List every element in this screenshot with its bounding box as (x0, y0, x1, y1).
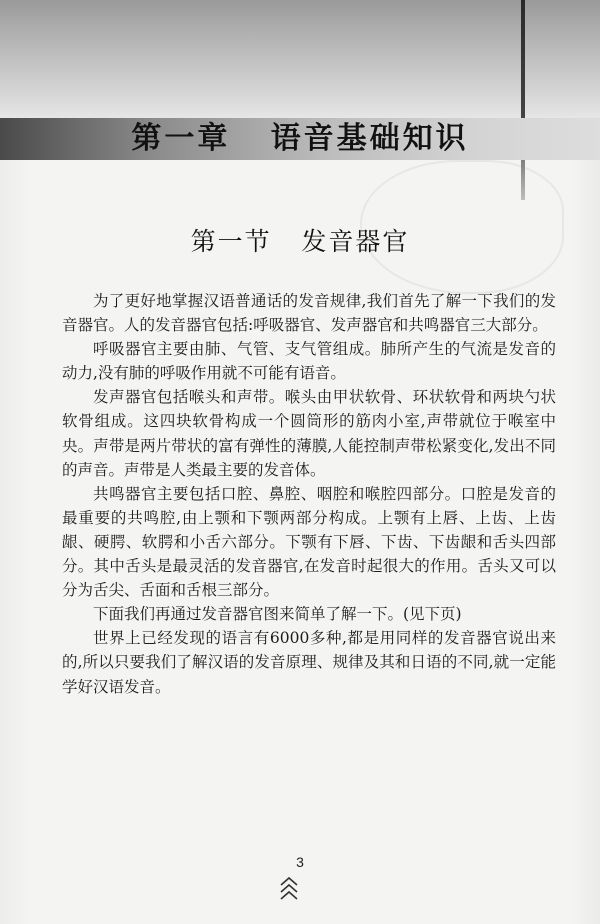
paragraph: 共鸣器官主要包括口腔、鼻腔、咽腔和喉腔四部分。口腔是发音的最重要的共鸣腔,由上颚和下颚两部分构成。上颚有上唇、上齿、上齿龈、硬腭、软腭和小舌六部分。下颚有下唇、下齿、下齿龈和舌头四部分。其中舌头是最灵活的发音器官,在发音时起很大的作用。舌头又可以分为舌尖、舌面和舌根三部分。 (62, 484, 556, 600)
section-title: 第一节 发音器官 (190, 227, 410, 256)
paragraph: 下面我们再通过发音器官图来简单了解一下。(见下页) (93, 605, 462, 624)
paragraph: 为了更好地掌握汉语普通话的发音规律,我们首先了解一下我们的发音器官。人的发音器官包括:呼吸器官、发声器官和共鸣器官三大部分。 (62, 292, 556, 335)
header-band (0, 0, 600, 118)
paragraph: 世界上已经发现的语言有6000多种,都是用同样的发音器官说出来的,所以只要我们了解汉语的发音原理、规律及其和日语的不同,就一定能学好汉语发音。 (62, 629, 556, 696)
chapter-title: 第一章 语音基础知识 (131, 121, 469, 156)
chevron-ornament-icon (278, 873, 300, 903)
body-text (62, 289, 556, 699)
page-number: 3 (296, 854, 304, 870)
paragraph: 呼吸器官主要由肺、气管、支气管组成。肺所产生的气流是发音的动力,没有肺的呼吸作用就不可能有语音。 (62, 340, 556, 383)
paragraph: 发声器官包括喉头和声带。喉头由甲状软骨、环状软骨和两块勺状软骨组成。这四块软骨构成一个圆筒形的筋肉小室,声带就位于喉室中央。声带是两片带状的富有弹性的薄膜,人能控制声带松紧变化,发出不同的声音。声带是人类最主要的发音体。 (62, 388, 556, 479)
